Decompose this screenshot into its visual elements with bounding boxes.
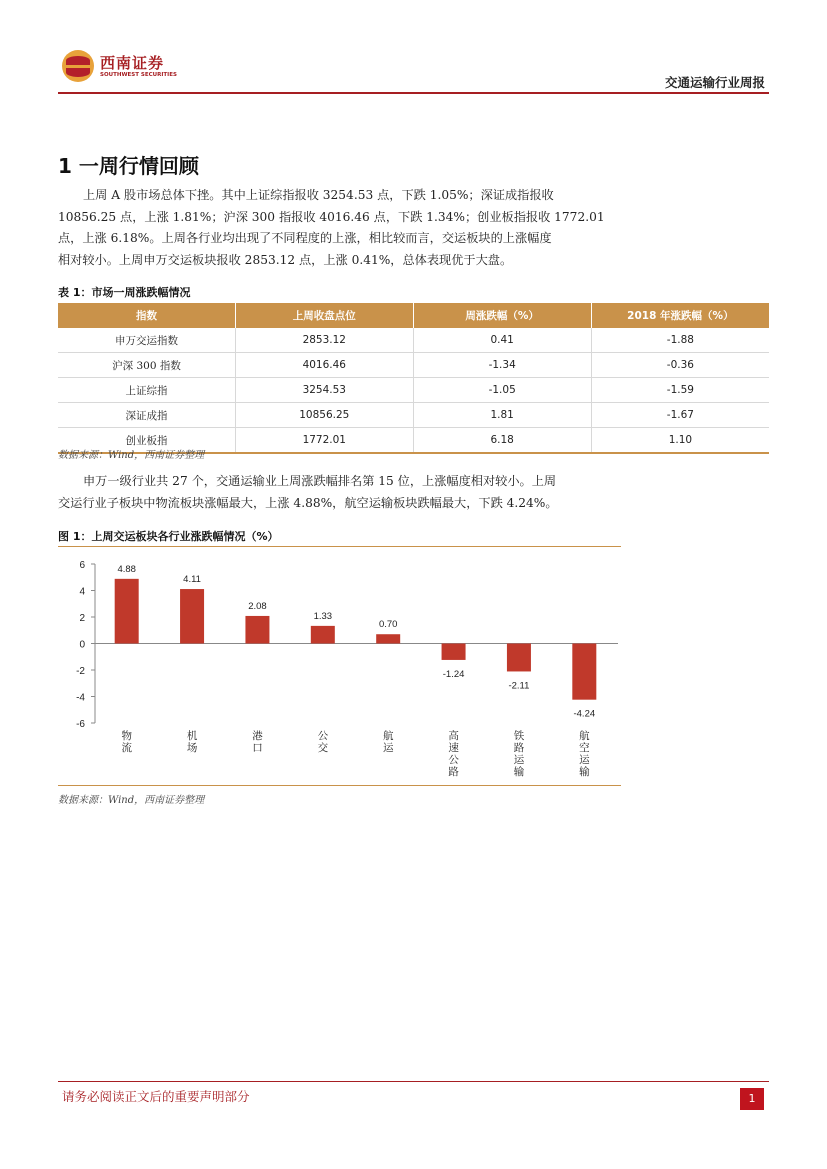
table-header-row [58, 303, 769, 328]
table-cell: 1.81 [413, 403, 591, 428]
category-label: 机场 [186, 730, 198, 754]
category-label: 高速公路 [448, 730, 459, 778]
data-label: 4.11 [183, 574, 201, 586]
paragraph-line: 相对较小。上周申万交运板块报收 2853.12 点，上涨 0.41%，总体表现优于大盘。 [58, 252, 513, 267]
table-cell: 6.18 [413, 428, 591, 454]
table-cell: 上证综指 [58, 378, 235, 403]
table-cell: -0.36 [591, 353, 769, 378]
table-cell: 创业板指 [58, 428, 235, 454]
figure-bottom-rule [58, 785, 621, 786]
table-row [58, 378, 769, 403]
table-header-cell: 指数 [58, 303, 235, 328]
page-number: 1 [740, 1088, 764, 1110]
table-cell: -1.05 [413, 378, 591, 403]
x-axis-categories [121, 729, 590, 778]
footer-divider [58, 1081, 769, 1082]
y-tick-label: -6 [76, 719, 85, 730]
data-label: 2.08 [248, 600, 267, 612]
table-header-cell: 上周收盘点位 [235, 303, 413, 328]
bar [376, 634, 400, 643]
y-tick-label: -2 [76, 666, 85, 677]
table-source: 数据来源：Wind，西南证券整理 [58, 450, 205, 461]
bar [507, 644, 531, 672]
table-cell: -1.67 [591, 403, 769, 428]
table-cell: 沪深 300 指数 [58, 353, 235, 378]
bar [245, 616, 269, 644]
y-tick-label: 4 [79, 586, 85, 598]
figure-source: 数据来源：Wind，西南证券整理 [58, 795, 205, 806]
category-label: 铁路运输 [513, 730, 525, 778]
table-cell: 3254.53 [235, 378, 413, 403]
logo-english-name: SOUTHWEST SECURITIES [100, 72, 177, 78]
logo-emblem-icon [62, 50, 94, 82]
table-caption: 表 1：市场一周涨跌幅情况 [58, 286, 191, 299]
table-header-cell: 2018 年涨跌幅（%） [591, 303, 769, 328]
y-tick-label: 0 [79, 639, 85, 651]
bar [115, 579, 139, 644]
table-header-cell: 周涨跌幅（%） [413, 303, 591, 328]
data-label: -4.24 [573, 708, 596, 720]
table-cell: 4016.46 [235, 353, 413, 378]
data-label: -1.24 [442, 668, 465, 680]
paragraph-line: 点，上涨 6.18%。上周各行业均出现了不同程度的上涨，相比较而言，交运板块的上涨幅度 [58, 231, 552, 245]
paragraph-industry-ranking [58, 471, 768, 514]
paragraph-line: 交运行业子板块中物流板块涨幅最大，上涨 4.88%，航空运输板块跌幅最大，下跌 4.24%。 [58, 495, 558, 510]
category-label: 物流 [121, 730, 132, 754]
table-cell: 1772.01 [235, 428, 413, 454]
y-tick-label: -4 [76, 692, 85, 704]
category-label: 公交 [317, 730, 329, 754]
table-cell: 申万交运指数 [58, 328, 235, 353]
footer-disclaimer: 请务必阅读正文后的重要声明部分 [62, 1089, 250, 1104]
paragraph-line: 10856.25 点，上涨 1.81%；沪深 300 指报收 4016.46 点，下跌 1.34%；创业板指报收 1772.01 [58, 209, 605, 224]
bar [311, 626, 335, 644]
table-cell: 1.10 [591, 428, 769, 454]
figure-top-rule [58, 546, 621, 547]
category-label: 航运 [382, 730, 394, 754]
table-row [58, 353, 769, 378]
figure-caption: 图 1：上周交运板块各行业涨跌幅情况（%） [58, 530, 279, 543]
paragraph-line: 上周 A 股市场总体下挫。其中上证综指报收 3254.53 点，下跌 1.05%；深证成指报收 [83, 188, 554, 202]
paragraph-line: 申万一级行业共 27 个，交通运输业上周涨跌幅排名第 15 位，上涨幅度相对较小。上周 [83, 474, 557, 488]
category-label: 港口 [252, 730, 263, 754]
table-cell: -1.59 [591, 378, 769, 403]
paragraph-market-review [58, 185, 768, 271]
data-label: 4.88 [117, 563, 136, 575]
data-label: -2.11 [508, 680, 530, 692]
bar [572, 644, 596, 700]
table-cell: 2853.12 [235, 328, 413, 353]
y-tick-label: 6 [79, 560, 85, 571]
logo-chinese-name: 西南证券 [100, 54, 165, 72]
table-cell: -1.34 [413, 353, 591, 378]
report-title: 交通运输行业周报 [664, 75, 765, 90]
table-cell: 深证成指 [58, 403, 235, 428]
header-divider [58, 92, 769, 94]
table-cell: 10856.25 [235, 403, 413, 428]
table-row [58, 328, 769, 353]
sector-change-bar-chart [58, 548, 621, 784]
bar [180, 589, 204, 643]
data-label: 0.70 [378, 619, 398, 631]
bar [442, 644, 466, 660]
section-heading: 1 一周行情回顾 [58, 154, 199, 178]
market-performance-table [58, 303, 769, 454]
category-label: 航空运输 [579, 730, 590, 778]
table-cell: 0.41 [413, 328, 591, 353]
y-tick-label: 2 [79, 613, 85, 624]
company-logo [62, 50, 182, 84]
data-label: 1.33 [313, 610, 333, 622]
table-row [58, 403, 769, 428]
table-cell: -1.88 [591, 328, 769, 353]
y-axis [76, 560, 618, 730]
